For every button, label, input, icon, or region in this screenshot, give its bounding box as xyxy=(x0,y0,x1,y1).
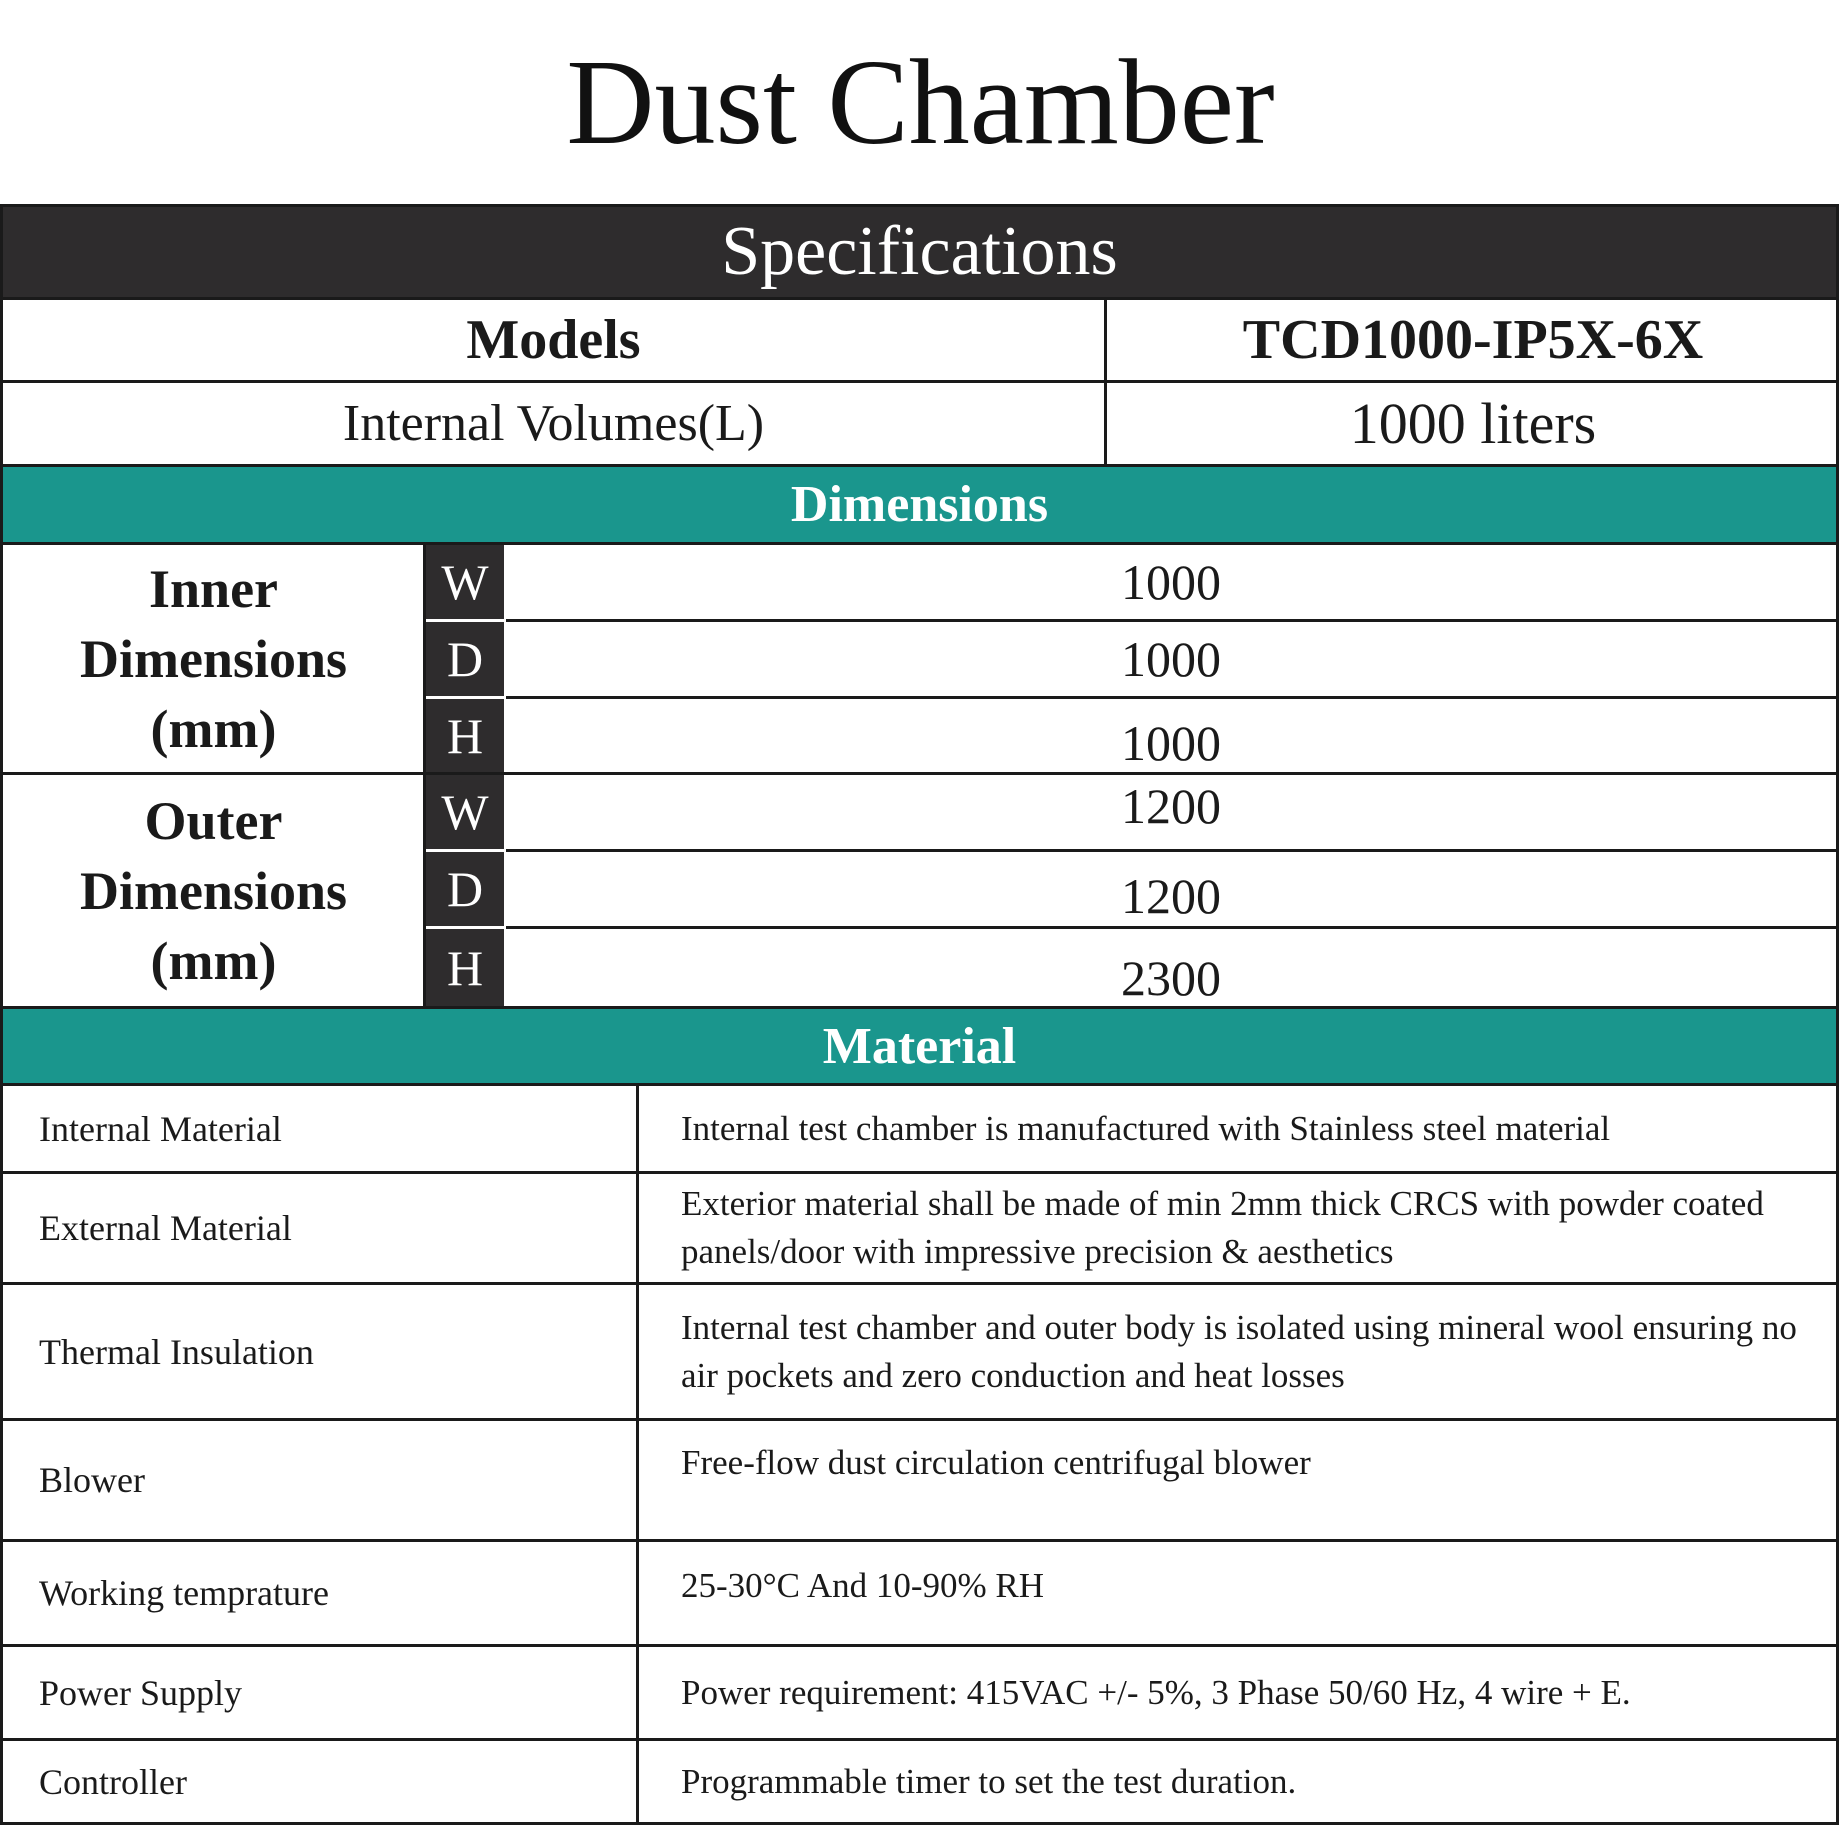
material-row-value: Power requirement: 415VAC +/- 5%, 3 Phase 50/60 Hz, 4 wire + E. xyxy=(681,1672,1631,1712)
material-row-value: Internal test chamber is manufactured with Stainless steel material xyxy=(681,1108,1611,1148)
material-row-label: Working temprature xyxy=(39,1573,330,1613)
outer-width-value: 1200 xyxy=(1121,778,1221,834)
material-row-value: 25-30°C And 10-90% RH xyxy=(681,1566,1045,1605)
outer-height-value: 2300 xyxy=(1121,949,1221,1006)
material-row-label: Controller xyxy=(39,1761,187,1802)
material-header: Material xyxy=(3,1009,1836,1083)
inner-width-axis: W xyxy=(426,545,504,619)
material-row-value: Programmable timer to set the test duration. xyxy=(681,1761,1297,1801)
divider xyxy=(636,1086,639,1822)
outer-depth-value: 1200 xyxy=(1121,868,1221,924)
material-row-value: Free-flow dust circulation centrifugal blower xyxy=(681,1443,1311,1482)
outer-label-line1: Outer xyxy=(144,790,283,851)
volume-label: Internal Volumes(L) xyxy=(342,395,765,452)
material-row-label: External Material xyxy=(39,1208,292,1248)
outer-width-axis: W xyxy=(426,775,504,849)
inner-depth-value: 1000 xyxy=(1121,631,1221,687)
material-row-label: Thermal Insulation xyxy=(39,1331,314,1372)
material-row-label: Internal Material xyxy=(39,1108,282,1149)
model-value: TCD1000-IP5X-6X xyxy=(1242,309,1704,371)
page-title: Dust Chamber xyxy=(566,34,1275,170)
volume-value: 1000 liters xyxy=(1349,391,1597,456)
inner-width-value: 1000 xyxy=(1121,554,1221,610)
outer-label-line2: Dimensions xyxy=(79,860,348,921)
outer-depth-axis: D xyxy=(426,852,504,926)
specifications-table xyxy=(0,204,1839,1825)
inner-label-line3: (mm) xyxy=(150,698,277,759)
inner-depth-axis: D xyxy=(426,622,504,696)
inner-label-line1: Inner xyxy=(148,558,278,619)
material-row-label: Blower xyxy=(39,1460,145,1500)
outer-dimensions-label xyxy=(3,775,424,1006)
inner-dimensions-label xyxy=(3,545,424,772)
material-row-value: Exterior material shall be made of min 2mm thick CRCS with powder coated panels/door with impressive precision & aesthetics xyxy=(681,1184,1764,1271)
material-row-label: Power Supply xyxy=(39,1672,243,1713)
inner-height-value: 1000 xyxy=(1121,714,1221,771)
dimensions-header: Dimensions xyxy=(3,467,1836,542)
inner-label-line2: Dimensions xyxy=(79,628,348,689)
specifications-header: Specifications xyxy=(3,207,1836,297)
outer-height-axis: H xyxy=(426,929,504,1006)
outer-label-line3: (mm) xyxy=(150,930,277,991)
inner-height-axis: H xyxy=(426,699,504,772)
material-row-value: Internal test chamber and outer body is isolated using mineral wool ensuring no air pockets and zero conduction and heat losses xyxy=(681,1307,1797,1395)
models-label: Models xyxy=(466,309,641,371)
